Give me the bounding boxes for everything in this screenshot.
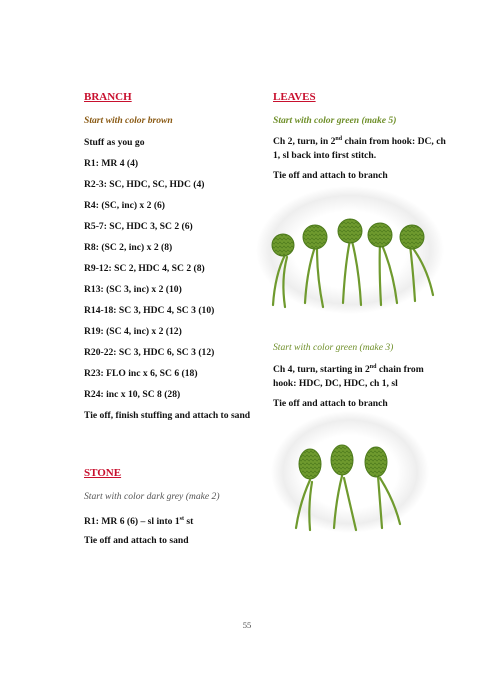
leaves-big-instruction-text: Ch 2, turn, in 2 [273, 136, 336, 148]
leaves-small-instruction-sup: nd [369, 364, 377, 370]
branch-instruction: Stuff as you go [84, 137, 145, 148]
leaves-big-instruction [273, 133, 448, 162]
leaves-photo-five [255, 185, 445, 315]
branch-instruction: R9-12: SC 2, HDC 4, SC 2 (8) [84, 263, 205, 274]
crochet-leaf-balls [299, 445, 387, 479]
branch-instruction: Tie off, finish stuffing and attach to sand [84, 410, 251, 421]
leaves-big-tieoff: Tie off and attach to branch [273, 170, 388, 181]
branch-instruction: R1: MR 4 (4) [84, 158, 139, 169]
leaves-small-subheading: Start with color green (make 3) [273, 342, 394, 353]
photo-vignette [271, 411, 429, 533]
stone-instruction-sup: st [179, 516, 185, 522]
stone-instruction-text: R1: MR 6 (6) – sl into 1 [84, 516, 180, 528]
stone-instruction-text-end: st [184, 516, 194, 528]
stone-tieoff: Tie off and attach to sand [84, 535, 189, 546]
leaves-small-instruction-text: Ch 4, turn, starting in 2 [273, 364, 370, 376]
branch-instruction: R5-7: SC, HDC 3, SC 2 (6) [84, 221, 193, 232]
branch-instruction: R13: (SC 3, inc) x 2 (10) [84, 284, 182, 295]
leaves-small-tieoff: Tie off and attach to branch [273, 398, 388, 409]
branch-instruction: R8: (SC 2, inc) x 2 (8) [84, 242, 173, 253]
stone-heading: STONE [84, 467, 122, 479]
branch-instruction: R4: (SC, inc) x 2 (6) [84, 200, 166, 211]
branch-instruction: R20-22: SC 3, HDC 6, SC 3 (12) [84, 347, 215, 358]
stone-instruction [84, 513, 193, 528]
branch-heading: BRANCH [84, 91, 132, 103]
leaves-big-instruction-text-end: chain from hook: DC, ch 1, sl back into first stitch. [273, 136, 446, 161]
leaves-heading: LEAVES [273, 91, 316, 103]
leaves-big-subheading: Start with color green (make 5) [273, 115, 397, 126]
leaves-small-instruction-text-end: chain from hook: HDC, DC, HDC, ch 1, sl [273, 364, 424, 389]
branch-instruction: R23: FLO inc x 6, SC 6 (18) [84, 368, 198, 379]
branch-instruction: R14-18: SC 3, HDC 4, SC 3 (10) [84, 305, 215, 316]
branch-subheading: Start with color brown [84, 115, 173, 126]
branch-instruction: R19: (SC 4, inc) x 2 (12) [84, 326, 182, 337]
branch-instruction: R24: inc x 10, SC 8 (28) [84, 389, 181, 400]
stone-subheading: Start with color dark grey (make 2) [84, 491, 220, 502]
leaves-photo-three [270, 410, 430, 535]
leaves-small-instruction [273, 361, 448, 390]
branch-instruction: R2-3: SC, HDC, SC, HDC (4) [84, 179, 205, 190]
leaves-big-instruction-sup: nd [335, 136, 343, 142]
page-number: 55 [242, 620, 252, 630]
